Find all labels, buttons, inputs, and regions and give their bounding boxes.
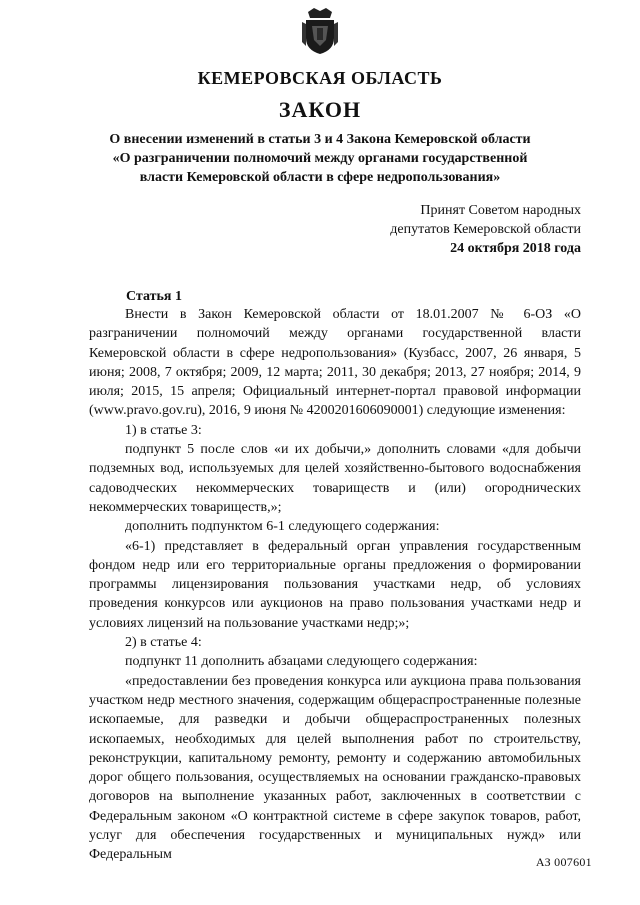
region-title: КЕМЕРОВСКАЯ ОБЛАСТЬ (197, 68, 443, 88)
article-paragraph: подпункт 5 после слов «и их добычи,» дополнить словами «для добычи подземных вод, используемых для целей хозяйственно-бытового водоснабжения садоводческих некоммерческих товариществ и (или) огороднических некоммерческих товариществ,»; (89, 442, 581, 515)
subject-line: «О разграничении полномочий между органами государственной (112, 151, 528, 166)
article-body (89, 305, 581, 865)
document-code: АЗ 007601 (535, 855, 592, 869)
article-paragraph: 1) в статье 3: (125, 422, 202, 438)
adoption-line: депутатов Кемеровской области (390, 222, 581, 237)
law-subject (60, 130, 580, 187)
article-paragraph: подпункт 11 дополнить абзацами следующего содержания: (125, 654, 478, 670)
adoption-date: 24 октября 2018 года (450, 241, 581, 256)
article-paragraph: «предоставлении без проведения конкурса или аукциона права пользования участком недр местного значения, содержащим общераспространенные полезные ископаемые, для разведки и добычи общераспространенных полезных ископаемых, необходимых для целей выполнения работ по строительству, реконструкции, капитальному ремонту, ремонту и содержанию автомобильных дорог общего пользования, осуществляемых на основании гражданско-правовых договоров на выполнение указанных работ, заключенных в соответствии с Федеральным законом «О контрактной системе в сфере закупок товаров, работ, услуг для обеспечения государственных и муниципальных нужд» или Федеральным (89, 673, 581, 863)
document-type: ЗАКОН (278, 97, 362, 122)
article-paragraph: Внести в Закон Кемеровской области от 18.01.2007 № 6-ОЗ «О разграничении полномочий между органами государственной власти Кемеровской области в сфере недропользования» (Кузбасс, 2007, 26 января, 5 июня; 2008, 7 октября; 2009, 12 марта; 2011, 30 декабря; 2013, 27 ноября; 2014, 9 июля; 2015, 15 апреля; Официальный интернет-портал правовой информации (www.pravo.gov.ru), 2016, 9 июня № 4200201606090001) следующие изменения: (89, 307, 581, 419)
subject-line: О внесении изменений в статьи 3 и 4 Закона Кемеровской области (109, 132, 531, 147)
article-paragraph: «6-1) представляет в федеральный орган управления государственным фондом недр или его территориальные органы предложения о формировании программы лицензирования пользования участками недр, об условиях проведения конкурсов или аукционов на право пользования участками недр и условиях лицензий на пользование участками недр;»; (89, 538, 581, 631)
coat-of-arms-icon (300, 6, 340, 56)
article-title: Статья 1 (126, 289, 182, 304)
adoption-block (321, 201, 581, 258)
article-paragraph: дополнить подпунктом 6-1 следующего содержания: (125, 519, 440, 535)
article-paragraph: 2) в статье 4: (125, 635, 202, 651)
subject-line: власти Кемеровской области в сфере недропользования» (139, 170, 501, 185)
adoption-line: Принят Советом народных (420, 203, 581, 218)
